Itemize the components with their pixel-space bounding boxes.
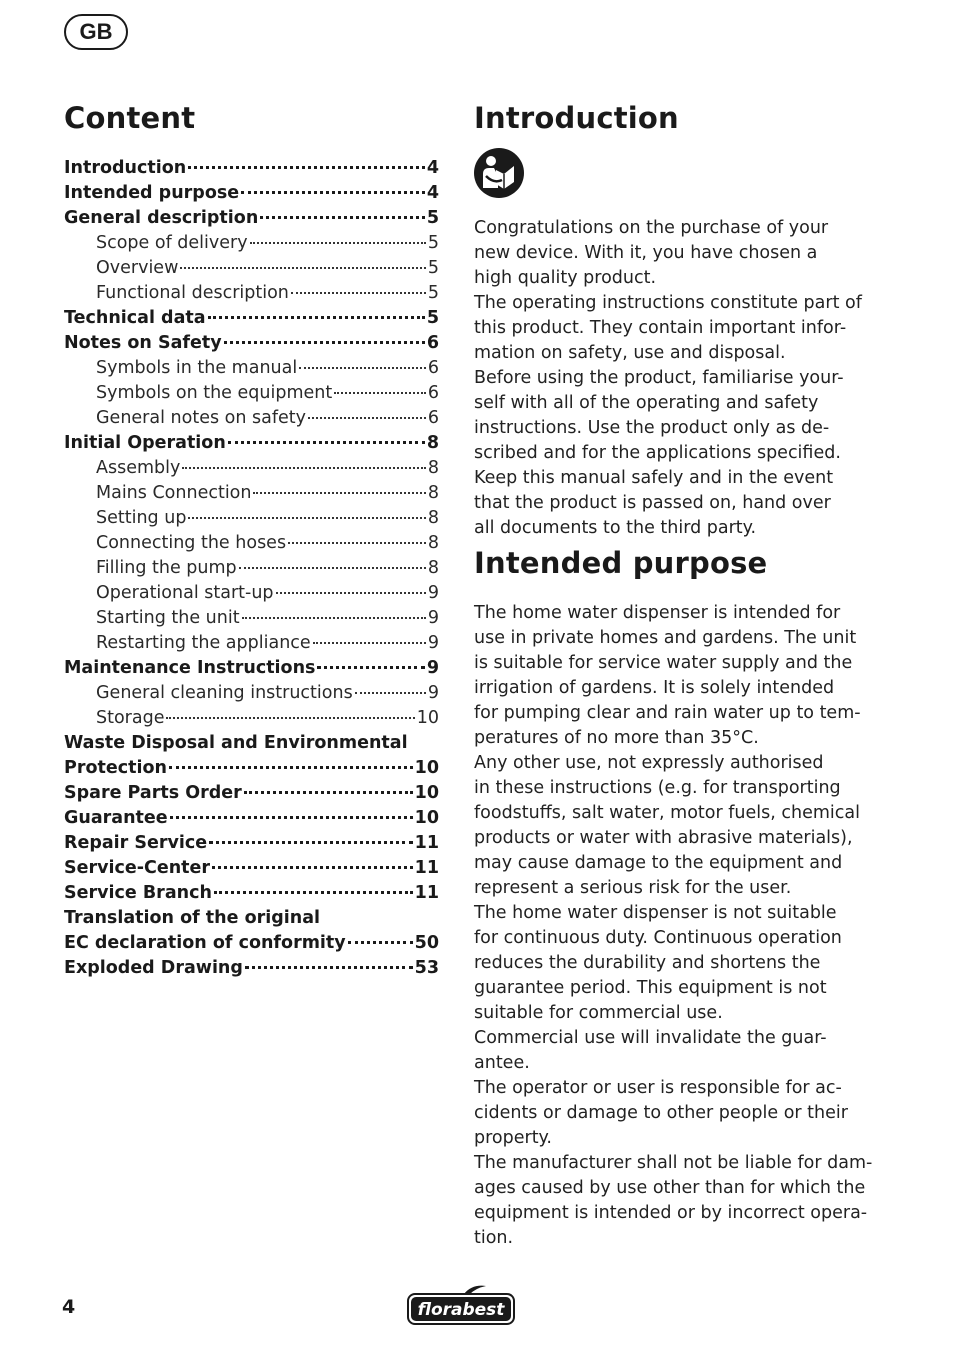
toc-entry-page: 6 bbox=[427, 383, 439, 403]
toc-entry-page: 5 bbox=[426, 308, 439, 328]
toc-entry bbox=[64, 206, 439, 231]
toc-entry-page: 8 bbox=[427, 483, 439, 503]
toc-entry-page: 10 bbox=[414, 808, 439, 828]
toc-entry bbox=[64, 906, 439, 931]
toc-leader-dots bbox=[288, 541, 426, 544]
toc-entry bbox=[64, 531, 439, 556]
toc-entry-title: General description bbox=[64, 208, 259, 228]
text-line: ages caused by use other than for which the bbox=[474, 1178, 866, 1198]
table-of-contents bbox=[64, 156, 439, 981]
toc-entry-title: Initial Operation bbox=[64, 433, 226, 453]
toc-entry-title: General notes on safety bbox=[96, 408, 306, 428]
toc-entry bbox=[64, 931, 439, 956]
toc-entry bbox=[64, 706, 439, 731]
toc-entry-page: 9 bbox=[427, 583, 439, 603]
toc-leader-dots bbox=[355, 691, 426, 694]
toc-entry bbox=[64, 481, 439, 506]
toc-entry bbox=[64, 331, 439, 356]
text-line: that the product is passed on, hand over bbox=[474, 493, 831, 513]
toc-leader-dots bbox=[244, 790, 413, 794]
toc-entry-page: 11 bbox=[414, 833, 439, 853]
page-number: 4 bbox=[62, 1296, 76, 1318]
text-line: mation on safety, use and disposal. bbox=[474, 343, 786, 363]
toc-entry-page: 10 bbox=[414, 758, 439, 778]
introduction-heading: Introduction bbox=[474, 101, 679, 135]
toc-entry-title: Intended purpose bbox=[64, 183, 240, 203]
text-column bbox=[474, 96, 874, 1251]
toc-entry-page: 6 bbox=[426, 333, 439, 353]
text-line: cidents or damage to other people or their bbox=[474, 1103, 848, 1123]
toc-entry-page: 9 bbox=[427, 683, 439, 703]
toc-entry-title: Translation of the original bbox=[64, 908, 321, 928]
toc-entry-title: Maintenance Instructions bbox=[64, 658, 316, 678]
text-line: for pumping clear and rain water up to tem- bbox=[474, 703, 861, 723]
text-line: The manufacturer shall not be liable for dam- bbox=[474, 1153, 873, 1173]
toc-entry-page: 6 bbox=[427, 358, 439, 378]
toc-entry-title: Repair Service bbox=[64, 833, 208, 853]
toc-entry-page: 53 bbox=[414, 958, 439, 978]
toc-entry-page: 8 bbox=[427, 508, 439, 528]
toc-leader-dots bbox=[188, 165, 425, 169]
toc-entry bbox=[64, 456, 439, 481]
toc-leader-dots bbox=[317, 665, 424, 669]
toc-entry-title: Introduction bbox=[64, 158, 187, 178]
toc-leader-dots bbox=[348, 940, 413, 944]
toc-entry-page: 10 bbox=[414, 783, 439, 803]
toc-entry-page: 11 bbox=[414, 883, 439, 903]
toc-leader-dots bbox=[188, 516, 425, 519]
toc-leader-dots bbox=[245, 965, 413, 969]
toc-entry-title: Scope of delivery bbox=[96, 233, 248, 253]
text-line: products or water with abrasive materials), bbox=[474, 828, 853, 848]
toc-entry-title: Mains Connection bbox=[96, 483, 252, 503]
text-line: instructions. Use the product only as de- bbox=[474, 418, 830, 438]
text-line: scribed and for the applications specified. bbox=[474, 443, 841, 463]
toc-entry-page: 10 bbox=[416, 708, 439, 728]
text-line: property. bbox=[474, 1128, 552, 1148]
content-column bbox=[64, 96, 439, 981]
toc-entry bbox=[64, 881, 439, 906]
toc-entry-title: Service-Center bbox=[64, 858, 211, 878]
toc-leader-dots bbox=[170, 815, 413, 819]
toc-leader-dots bbox=[214, 890, 413, 894]
content-heading: Content bbox=[64, 101, 196, 135]
toc-entry bbox=[64, 256, 439, 281]
toc-entry-page: 5 bbox=[426, 208, 439, 228]
toc-entry bbox=[64, 356, 439, 381]
text-line: represent a serious risk for the user. bbox=[474, 878, 792, 898]
text-line: Congratulations on the purchase of your bbox=[474, 218, 829, 238]
toc-entry-title: Setting up bbox=[96, 508, 187, 528]
toc-entry bbox=[64, 556, 439, 581]
toc-leader-dots bbox=[313, 641, 426, 644]
toc-entry bbox=[64, 231, 439, 256]
text-line: new device. With it, you have chosen a bbox=[474, 243, 818, 263]
text-line: for continuous duty. Continuous operation bbox=[474, 928, 842, 948]
toc-entry-title: Exploded Drawing bbox=[64, 958, 243, 978]
text-line: Keep this manual safely and in the event bbox=[474, 468, 834, 488]
toc-entry bbox=[64, 856, 439, 881]
toc-entry-title: Technical data bbox=[64, 308, 206, 328]
text-line: self with all of the operating and safety bbox=[474, 393, 819, 413]
toc-entry bbox=[64, 731, 439, 756]
text-line: tion. bbox=[474, 1228, 514, 1248]
toc-leader-dots bbox=[291, 291, 426, 294]
toc-entry bbox=[64, 656, 439, 681]
toc-entry-page: 8 bbox=[427, 558, 439, 578]
toc-leader-dots bbox=[169, 765, 413, 769]
text-line: is suitable for service water supply and the bbox=[474, 653, 853, 673]
toc-entry bbox=[64, 681, 439, 706]
toc-leader-dots bbox=[242, 616, 426, 619]
toc-leader-dots bbox=[180, 266, 425, 269]
toc-entry bbox=[64, 156, 439, 181]
text-line: The operating instructions constitute part of bbox=[474, 293, 862, 313]
toc-entry-title: Functional description bbox=[96, 283, 289, 303]
toc-leader-dots bbox=[239, 566, 426, 569]
toc-entry-page: 9 bbox=[427, 608, 439, 628]
text-line: foodstuffs, salt water, motor fuels, chemical bbox=[474, 803, 860, 823]
text-line: reduces the durability and shortens the bbox=[474, 953, 821, 973]
text-line: Before using the product, familiarise your- bbox=[474, 368, 844, 388]
toc-entry bbox=[64, 431, 439, 456]
text-line: in these instructions (e.g. for transporting bbox=[474, 778, 841, 798]
toc-entry-page: 8 bbox=[427, 458, 439, 478]
toc-leader-dots bbox=[208, 315, 425, 319]
toc-entry bbox=[64, 281, 439, 306]
text-line: irrigation of gardens. It is solely intended bbox=[474, 678, 835, 698]
toc-entry-title: EC declaration of conformity bbox=[64, 933, 346, 953]
toc-entry bbox=[64, 756, 439, 781]
toc-entry-title: Overview bbox=[96, 258, 179, 278]
toc-entry bbox=[64, 581, 439, 606]
language-badge: GB bbox=[64, 14, 128, 50]
toc-leader-dots bbox=[276, 591, 426, 594]
toc-entry bbox=[64, 381, 439, 406]
text-line: antee. bbox=[474, 1053, 530, 1073]
toc-entry-title: Notes on Safety bbox=[64, 333, 222, 353]
toc-entry-page: 9 bbox=[426, 658, 439, 678]
toc-entry-title: Storage bbox=[96, 708, 165, 728]
text-line: use in private homes and gardens. The unit bbox=[474, 628, 857, 648]
toc-entry bbox=[64, 631, 439, 656]
toc-leader-dots bbox=[250, 241, 426, 244]
text-line: this product. They contain important infor- bbox=[474, 318, 847, 338]
text-line: guarantee period. This equipment is not bbox=[474, 978, 827, 998]
toc-entry bbox=[64, 181, 439, 206]
toc-leader-dots bbox=[209, 840, 412, 844]
toc-entry bbox=[64, 606, 439, 631]
toc-entry-title: Guarantee bbox=[64, 808, 168, 828]
toc-entry-page: 4 bbox=[426, 183, 439, 203]
text-line: equipment is intended or by incorrect opera- bbox=[474, 1203, 868, 1223]
toc-entry-title: Service Branch bbox=[64, 883, 212, 903]
toc-entry-title: Protection bbox=[64, 758, 167, 778]
toc-entry-page: 8 bbox=[426, 433, 439, 453]
toc-entry-page: 5 bbox=[427, 233, 439, 253]
toc-entry bbox=[64, 956, 439, 981]
toc-entry-title: General cleaning instructions bbox=[96, 683, 353, 703]
text-line: The home water dispenser is not suitable bbox=[474, 903, 837, 923]
text-line: high quality product. bbox=[474, 268, 657, 288]
toc-entry-page: 4 bbox=[426, 158, 439, 178]
toc-entry-page: 9 bbox=[427, 633, 439, 653]
florabest-logo bbox=[406, 1284, 516, 1326]
read-manual-icon bbox=[474, 148, 524, 198]
toc-entry bbox=[64, 806, 439, 831]
leaf-icon bbox=[464, 1286, 486, 1294]
toc-leader-dots bbox=[166, 716, 414, 719]
text-line: The home water dispenser is intended for bbox=[474, 603, 841, 623]
text-line: suitable for commercial use. bbox=[474, 1003, 723, 1023]
toc-entry bbox=[64, 306, 439, 331]
toc-leader-dots bbox=[241, 190, 425, 194]
toc-entry-page: 5 bbox=[427, 258, 439, 278]
toc-entry bbox=[64, 506, 439, 531]
text-line: Any other use, not expressly authorised bbox=[474, 753, 824, 773]
toc-leader-dots bbox=[299, 366, 426, 369]
toc-entry-page: 8 bbox=[427, 533, 439, 553]
toc-entry bbox=[64, 831, 439, 856]
toc-entry bbox=[64, 781, 439, 806]
toc-leader-dots bbox=[334, 391, 426, 394]
toc-entry-title: Filling the pump bbox=[96, 558, 237, 578]
toc-entry-title: Spare Parts Order bbox=[64, 783, 242, 803]
toc-leader-dots bbox=[253, 491, 425, 494]
svg-text:florabest: florabest bbox=[417, 1300, 505, 1320]
text-line: peratures of no more than 35°C. bbox=[474, 728, 759, 748]
introduction-text bbox=[474, 216, 874, 541]
toc-entry-title: Restarting the appliance bbox=[96, 633, 311, 653]
toc-entry-title: Assembly bbox=[96, 458, 181, 478]
toc-entry-title: Starting the unit bbox=[96, 608, 240, 628]
text-line: all documents to the third party. bbox=[474, 518, 757, 538]
toc-entry-title: Symbols on the equipment bbox=[96, 383, 333, 403]
toc-entry-title: Connecting the hoses bbox=[96, 533, 287, 553]
toc-leader-dots bbox=[260, 215, 425, 219]
text-line: The operator or user is responsible for ac- bbox=[474, 1078, 842, 1098]
toc-entry-page: 11 bbox=[414, 858, 439, 878]
toc-entry-page: 50 bbox=[414, 933, 439, 953]
toc-leader-dots bbox=[212, 865, 413, 869]
toc-entry-title: Waste Disposal and Environmental bbox=[64, 733, 408, 753]
text-line: Commercial use will invalidate the guar- bbox=[474, 1028, 827, 1048]
toc-leader-dots bbox=[308, 416, 426, 419]
toc-entry bbox=[64, 406, 439, 431]
toc-entry-page: 5 bbox=[427, 283, 439, 303]
toc-leader-dots bbox=[224, 340, 425, 344]
toc-leader-dots bbox=[182, 466, 426, 469]
toc-leader-dots bbox=[228, 440, 425, 444]
intended-purpose-heading: Intended purpose bbox=[474, 546, 768, 580]
toc-entry-title: Operational start-up bbox=[96, 583, 274, 603]
toc-entry-title: Symbols in the manual bbox=[96, 358, 298, 378]
intended-purpose-text bbox=[474, 601, 874, 1251]
text-line: may cause damage to the equipment and bbox=[474, 853, 843, 873]
toc-entry-page: 6 bbox=[427, 408, 439, 428]
